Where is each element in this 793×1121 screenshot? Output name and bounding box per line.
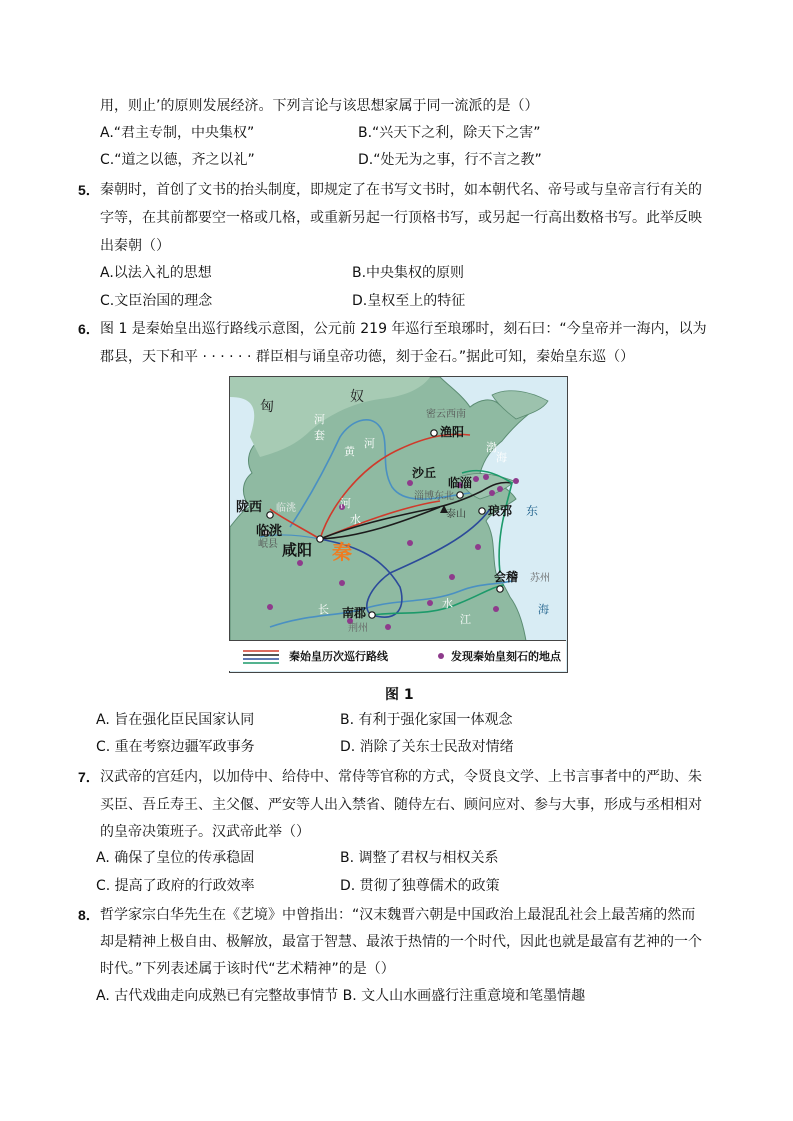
label-linzi: 临淄 (448, 476, 473, 490)
q5-line-2: 字等，在其前都要空一格或几格，或重新另起一行顶格书写，或另起一行高出数格书写。此举反映 (100, 210, 702, 226)
q8-options: A. 古代戏曲走向成熟已有完整故事情节 B. 文人山水画盛行注重意境和笔墨情趣 (96, 988, 586, 1004)
label-shui: 水 (350, 513, 361, 526)
label-he2: 河 (340, 497, 351, 510)
legend-route-label: 秦始皇历次巡行路线 (289, 650, 388, 663)
q7-number: 7． (78, 769, 100, 785)
label-zibo: 淄博东北 (414, 491, 454, 502)
q8-line-2: 却是精神上极自由、极解放，最富于智慧、最浓于热情的一个时代，因此也就是最富有艺神的一个 (100, 934, 702, 950)
label-minxian: 岷县 (258, 539, 278, 550)
figure-caption: 图 1 (385, 687, 414, 703)
q5-number: 5． (78, 182, 100, 198)
label-hetao-b: 套 (314, 429, 325, 442)
q7-line-3: 的皇帝决策班子。汉武帝此举（） (100, 824, 310, 840)
label-xiongnu-a: 匈 (260, 399, 274, 415)
q7-option-b: B. 调整了君权与相权关系 (340, 850, 499, 866)
q6-option-d: D. 消除了关东士民敌对情绪 (340, 739, 514, 755)
q8-line-1: 哲学家宗白华先生在《艺境》中曾指出：“汉末魏晋六朝是中国政治上最混乱社会上最苦痛的然而 (100, 907, 696, 923)
q6-option-c: C. 重在考察边疆军政事务 (96, 739, 255, 755)
label-shui2: 水 (442, 597, 453, 610)
q5-option-b: B.中央集权的原则 (352, 265, 465, 281)
q8-number: 8． (78, 907, 100, 923)
label-yuyang: 渔阳 (440, 425, 465, 439)
label-longxi: 陇西 (236, 500, 263, 515)
kuaiji-marker (497, 586, 503, 592)
longxi-marker (267, 512, 273, 518)
q5-line-1: 秦朝时，首创了文书的抬头制度，即规定了在书写文书时，如本朝代名、帝号或与皇帝言行有关的 (100, 182, 702, 198)
label-shaqiu: 沙丘 (412, 466, 437, 480)
q4-stem-tail: 用，则止’的原则发展经济。下列言论与该思想家属于同一流派的是（） (100, 98, 539, 114)
label-hai: 海 (496, 451, 507, 464)
label-bo: 渤 (486, 441, 497, 454)
label-nanjun: 南郡 (342, 606, 367, 620)
q6-line-2: 郡县，天下和平 · · · · · · 群臣相与诵皇帝功德，刻于金石。”据此可知，秦始皇东巡（） (100, 349, 635, 365)
q6-option-a: A. 旨在强化臣民国家认同 (96, 712, 255, 728)
legend-graphic (229, 641, 566, 671)
label-dong: 东 (526, 504, 539, 518)
label-jingzhou: 荆州 (348, 623, 368, 634)
q4-option-c: C.“道之以德，齐之以礼” (100, 152, 255, 168)
map-legend (229, 640, 566, 671)
label-langya: 琅邪 (488, 504, 513, 518)
q7-option-a: A. 确保了皇位的传承稳固 (96, 850, 255, 866)
q6-line-1: 图 1 是秦始皇出巡行路线示意图，公元前 219 年巡行至琅琊时，刻石曰：“今皇帝并一海内，以为 (100, 321, 707, 337)
q4-option-a: A.“君主专制，中央集权” (100, 125, 255, 141)
q4-option-d: D.“处无为之事，行不言之教” (358, 152, 542, 168)
label-lintao: 临洮 (256, 524, 283, 539)
q8-line-3: 时代。”下列表述属于该时代“艺术精神”的是（） (100, 961, 395, 977)
q5-line-3: 出秦朝（） (100, 238, 170, 254)
label-taishan: 泰山 (446, 509, 466, 520)
label-kuaiji: 会稽 (494, 570, 519, 584)
legend-stone-label: 发现秦始皇刻石的地点 (451, 650, 561, 663)
q5-option-c: C.文臣治国的理念 (100, 293, 213, 309)
label-xiongnu-b: 奴 (350, 389, 364, 405)
linzi-marker (457, 492, 463, 498)
label-huang: 黄 (344, 445, 355, 458)
label-jiang: 江 (460, 613, 471, 626)
label-suzhou: 苏州 (530, 573, 550, 584)
label-hai2: 海 (538, 603, 549, 616)
langya-marker (479, 508, 485, 514)
xianyang-marker (317, 536, 323, 542)
q6-option-b: B. 有利于强化家国一体观念 (340, 712, 513, 728)
nanjun-marker (369, 612, 375, 618)
label-he: 河 (364, 437, 375, 450)
q7-line-2: 买臣、吾丘寿王、主父偃、严安等人出入禁省、随侍左右、顾问应对、参与大事，形成与丞相相对 (100, 797, 702, 813)
q5-option-a: A.以法入礼的思想 (100, 265, 212, 281)
label-xianyang: 咸阳 (282, 541, 313, 559)
label-miyun: 密云西南 (426, 409, 466, 420)
q7-line-1: 汉武帝的宫廷内，以加侍中、给侍中、常侍等官称的方式，令贤良文学、上书言事者中的严助、朱 (100, 769, 702, 785)
q4-option-b: B.“兴天下之利，除天下之害” (358, 125, 541, 141)
map-graphic (230, 377, 567, 641)
q6-number: 6． (78, 321, 100, 337)
label-lintao-small: 临洮 (276, 503, 296, 514)
legend-route-swatch (243, 651, 279, 663)
q7-option-d: D. 贯彻了独尊儒术的政策 (340, 878, 500, 894)
legend-stone-swatch (438, 653, 444, 659)
yuyang-marker (431, 430, 437, 436)
label-chang: 长 (318, 603, 329, 616)
q5-option-d: D.皇权至上的特征 (352, 293, 466, 309)
label-qin: 秦 (332, 540, 352, 564)
qin-route-map (229, 376, 568, 673)
label-hetao-a: 河 (314, 413, 325, 426)
q7-option-c: C. 提高了政府的行政效率 (96, 878, 255, 894)
